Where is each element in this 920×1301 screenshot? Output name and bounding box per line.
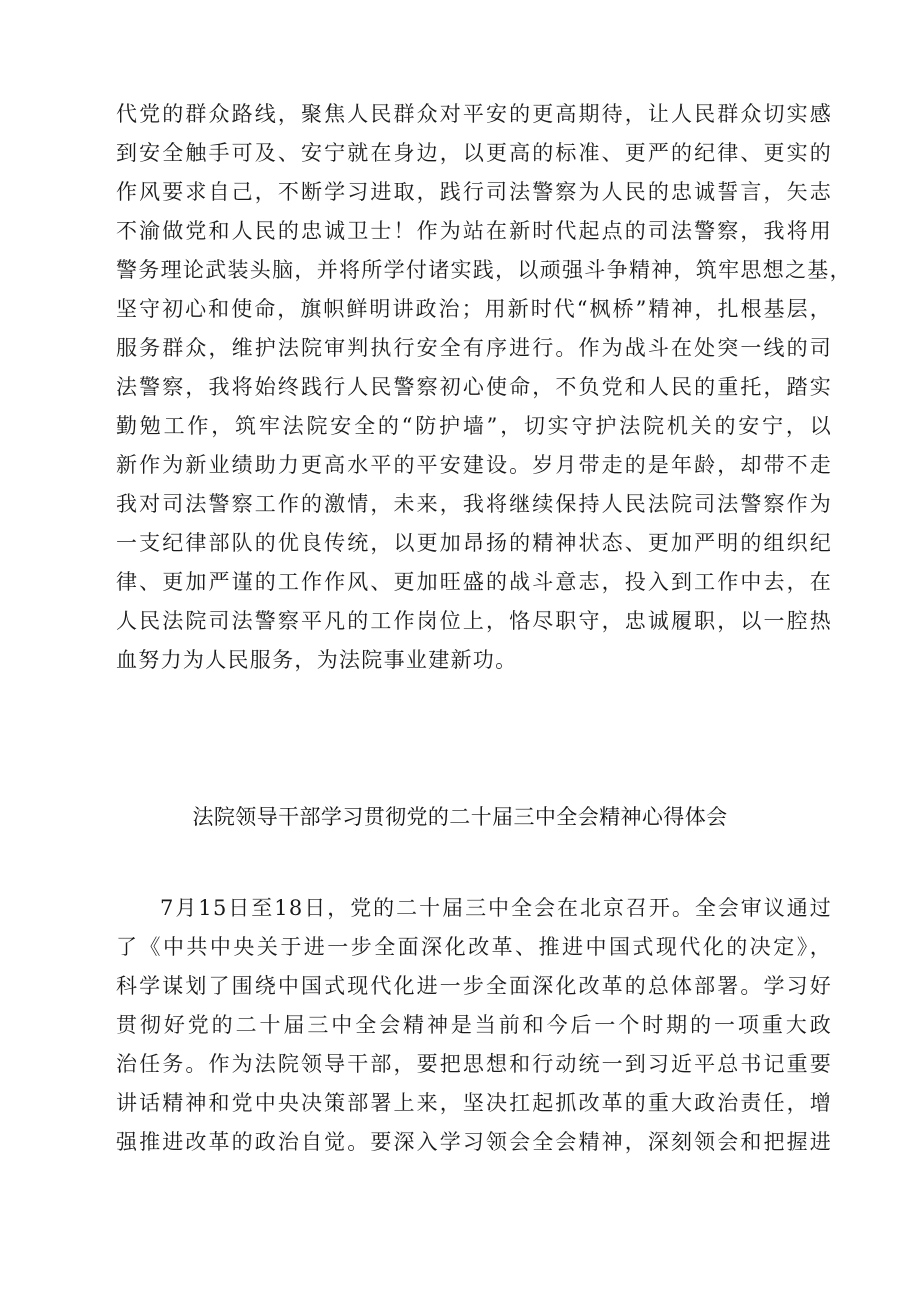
- text-line: 贯彻好党的二十届三中全会精神是当前和今后一个时期的一项重大政: [116, 1013, 832, 1037]
- text-line: 律、更加严谨的工作作风、更加旺盛的战斗意志，投入到工作中去，在: [116, 570, 832, 594]
- text-line: 作风要求自己，不断学习进取，践行司法警察为人民的忠诚誓言，矢志: [116, 180, 832, 204]
- text-line: 讲话精神和党中央决策部署上来，坚决扛起抓改革的重大政治责任，增: [116, 1091, 832, 1115]
- text-line: 不渝做党和人民的忠诚卫士！作为站在新时代起点的司法警察，我将用: [116, 219, 832, 243]
- text-line: 我对司法警察工作的激情，未来，我将继续保持人民法院司法警察作为: [116, 492, 832, 516]
- text-line: 勤勉工作，筑牢法院安全的“防护墙”，切实守护法院机关的安宁，以: [116, 414, 832, 438]
- text-line: 科学谋划了围绕中国式现代化进一步全面深化改革的总体部署。学习好: [116, 974, 832, 998]
- text-line: 了《中共中央关于进一步全面深化改革、推进中国式现代化的决定》，: [116, 935, 832, 959]
- text-line: 坚守初心和使命，旗帜鲜明讲政治；用新时代“枫桥”精神，扎根基层，: [116, 297, 832, 321]
- text-line: 7月15日至18日，党的二十届三中全会在北京召开。全会审议通过: [160, 896, 832, 920]
- section-title: 法院领导干部学习贯彻党的二十届三中全会精神心得体会: [192, 805, 728, 829]
- text-line: 强推进改革的政治自觉。要深入学习领会全会精神，深刻领会和把握进: [116, 1130, 832, 1154]
- text-line: 血努力为人民服务，为法院事业建新功。: [116, 648, 518, 672]
- text-line: 服务群众，维护法院审判执行安全有序进行。作为战斗在处突一线的司: [116, 336, 832, 360]
- text-line: 代党的群众路线，聚焦人民群众对平安的更高期待，让人民群众切实感: [116, 102, 832, 126]
- text-line: 法警察，我将始终践行人民警察初心使命，不负党和人民的重托，踏实: [116, 375, 832, 399]
- text-line: 到安全触手可及、安宁就在身边，以更高的标准、更严的纪律、更实的: [116, 141, 832, 165]
- text-line: 人民法院司法警察平凡的工作岗位上，恪尽职守，忠诚履职，以一腔热: [116, 609, 832, 633]
- body-paragraph-2: [116, 889, 832, 1162]
- text-line: 新作为新业绩助力更高水平的平安建设。岁月带走的是年龄，却带不走: [116, 453, 832, 477]
- text-line: 警务理论武装头脑，并将所学付诸实践，以顽强斗争精神，筑牢思想之基，: [116, 258, 852, 282]
- text-line: 一支纪律部队的优良传统，以更加昂扬的精神状态、更加严明的组织纪: [116, 531, 832, 555]
- body-paragraph-1: [116, 95, 852, 680]
- text-line: 治任务。作为法院领导干部，要把思想和行动统一到习近平总书记重要: [116, 1052, 832, 1076]
